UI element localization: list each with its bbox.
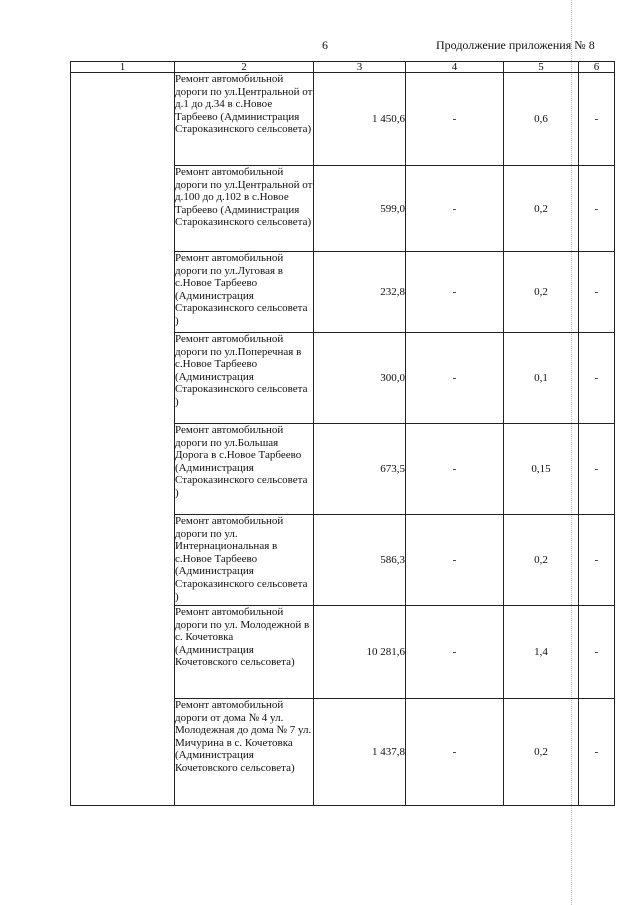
row-value-col5: 0,1 <box>504 333 579 424</box>
column-header: 3 <box>314 62 406 73</box>
row-description: Ремонт автомобильной дороги от дома № 4 ул. Молодежная до дома № 7 ул. Мичурина в с. Кочетовка (Администрация Кочетовского сельсовета) <box>175 699 314 806</box>
row-description: Ремонт автомобильной дороги по ул.Поперечная в с.Новое Тарбеево (Администрация Староказинского сельсовета ) <box>175 333 314 424</box>
row-value-col5: 0,2 <box>504 166 579 252</box>
row-value-col6: - <box>579 73 615 166</box>
merged-cell-col1 <box>71 73 175 806</box>
row-value-col6: - <box>579 699 615 806</box>
row-description: Ремонт автомобильной дороги по ул.Центральной от д.100 до д.102 в с.Новое Тарбеево (Администрация Староказинского сельсовета) <box>175 166 314 252</box>
row-value-col4: - <box>406 333 504 424</box>
page-number: 6 <box>322 38 328 52</box>
row-value-col6: - <box>579 166 615 252</box>
row-description: Ремонт автомобильной дороги по ул.Луговая в с.Новое Тарбеево (Администрация Староказинского сельсовета ) <box>175 252 314 333</box>
row-value-col4: - <box>406 424 504 515</box>
column-header: 2 <box>175 62 314 73</box>
row-value-col5: 0,6 <box>504 73 579 166</box>
row-value-col5: 0,2 <box>504 515 579 606</box>
row-description: Ремонт автомобильной дороги по ул. Интернациональная в с.Новое Тарбеево (Администрация Староказинского сельсовета ) <box>175 515 314 606</box>
row-value-col3: 673,5 <box>314 424 406 515</box>
row-value-col3: 1 437,8 <box>314 699 406 806</box>
row-value-col4: - <box>406 515 504 606</box>
row-value-col3: 10 281,6 <box>314 606 406 699</box>
header-row <box>71 62 615 73</box>
appendix-table <box>70 61 615 806</box>
row-value-col6: - <box>579 333 615 424</box>
row-value-col3: 599,0 <box>314 166 406 252</box>
table-row <box>71 73 615 166</box>
row-value-col6: - <box>579 606 615 699</box>
row-description: Ремонт автомобильной дороги по ул.Большая Дорога в с.Новое Тарбеево (Администрация Староказинского сельсовета ) <box>175 424 314 515</box>
row-value-col4: - <box>406 166 504 252</box>
row-value-col6: - <box>579 515 615 606</box>
row-value-col3: 586,3 <box>314 515 406 606</box>
row-value-col5: 1,4 <box>504 606 579 699</box>
row-value-col3: 300,0 <box>314 333 406 424</box>
column-header: 6 <box>579 62 615 73</box>
row-value-col6: - <box>579 424 615 515</box>
row-description: Ремонт автомобильной дороги по ул.Центральной от д.1 до д.34 в с.Новое Тарбеево (Администрация Староказинского сельсовета) <box>175 73 314 166</box>
row-value-col3: 232,8 <box>314 252 406 333</box>
row-value-col5: 0,15 <box>504 424 579 515</box>
continuation-note: Продолжение приложения № 8 <box>436 38 595 52</box>
row-value-col5: 0,2 <box>504 252 579 333</box>
row-value-col4: - <box>406 699 504 806</box>
column-header: 1 <box>71 62 175 73</box>
column-header: 5 <box>504 62 579 73</box>
row-value-col5: 0,2 <box>504 699 579 806</box>
column-header: 4 <box>406 62 504 73</box>
row-value-col6: - <box>579 252 615 333</box>
row-value-col4: - <box>406 252 504 333</box>
row-value-col3: 1 450,6 <box>314 73 406 166</box>
row-value-col4: - <box>406 73 504 166</box>
row-value-col4: - <box>406 606 504 699</box>
row-description: Ремонт автомобильной дороги по ул. Молодежной в с. Кочетовка (Администрация Кочетовского сельсовета) <box>175 606 314 699</box>
